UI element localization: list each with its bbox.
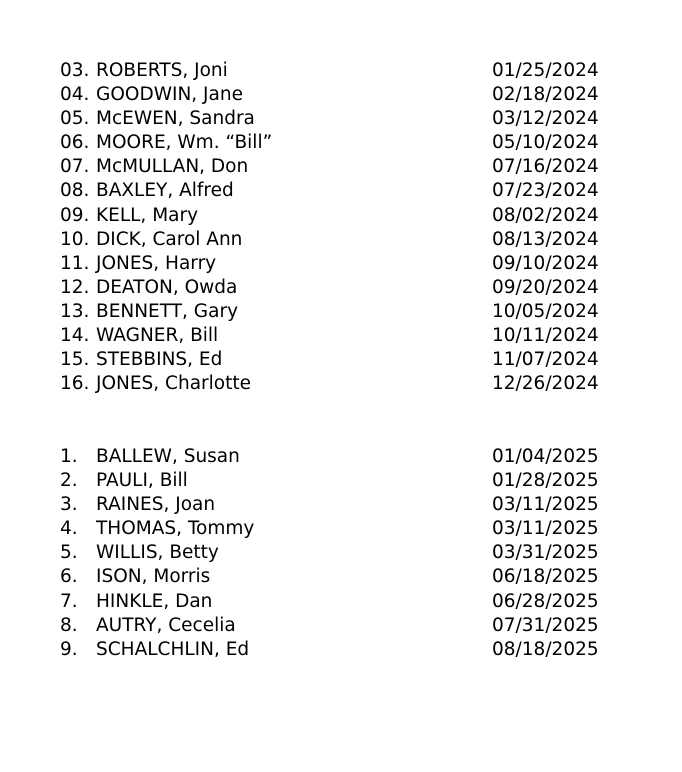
list-item [60,590,620,614]
entry-name: BALLEW, Susan [96,446,240,467]
entry-number: 04. [60,84,90,106]
entry-date: 07/23/2024 [492,180,599,202]
list-item [60,107,620,131]
list-item [60,228,620,252]
list-item [60,565,620,589]
list-item [60,517,620,541]
entry-name: THOMAS, Tommy [96,518,255,540]
entry-date: 07/16/2024 [492,156,599,178]
entry-number: 07. [60,156,90,178]
list-item [60,252,620,276]
entry-date: 11/07/2024 [492,349,599,371]
list-item [60,300,620,324]
entry-number: 4. [60,518,78,540]
entry-name: JONES, Harry [96,252,217,274]
entry-date: 10/11/2024 [492,325,599,347]
entry-date: 06/28/2025 [492,590,599,612]
entry-name: GOODWIN, Jane [96,84,243,106]
entry-name: McEWEN, Sandra [96,108,255,130]
entry-number: 08. [60,180,90,202]
entry-number: 05. [60,108,90,130]
list-2025 [60,445,620,662]
entry-date: 01/25/2024 [492,60,599,81]
entry-number: 03. [60,60,90,81]
entry-name: MOORE, Wm. “Bill” [96,132,273,154]
entry-date: 03/31/2025 [492,542,599,564]
entry-name: AUTRY, Cecelia [96,614,236,636]
entry-date: 03/11/2025 [492,518,599,540]
entry-date: 10/05/2024 [492,300,599,322]
entry-date: 02/18/2024 [492,84,599,106]
entry-name: DICK, Carol Ann [96,228,243,250]
list-item [60,131,620,155]
entry-name: BENNETT, Gary [96,300,239,322]
entry-date: 07/31/2025 [492,614,599,636]
list-item [60,155,620,179]
entry-number: 10. [60,228,90,250]
entry-date: 09/20/2024 [492,276,599,298]
entry-name: HINKLE, Dan [96,590,213,612]
entry-number: 2. [60,470,78,492]
list-2024 [60,59,620,396]
entry-number: 16. [60,373,90,395]
entry-name: WILLIS, Betty [96,542,219,564]
list-item [60,493,620,517]
entry-number: 06. [60,132,90,154]
entry-name: SCHALCHLIN, Ed [96,638,250,660]
entry-name: ROBERTS, Joni [96,60,228,81]
entry-number: 13. [60,300,90,322]
entry-date: 08/18/2025 [492,638,599,660]
list-item [60,83,620,107]
entry-name: JONES, Charlotte [96,373,251,395]
entry-date: 12/26/2024 [492,373,599,395]
entry-number: 12. [60,276,90,298]
entry-number: 1. [60,446,78,467]
entry-name: PAULI, Bill [96,470,188,492]
entry-number: 6. [60,566,78,588]
entry-date: 08/02/2024 [492,204,599,226]
entry-name: DEATON, Owda [96,276,238,298]
list-item [60,638,620,662]
entry-date: 06/18/2025 [492,566,599,588]
entry-date: 01/04/2025 [492,446,599,467]
entry-name: RAINES, Joan [96,494,216,516]
entry-number: 3. [60,494,78,516]
entry-number: 15. [60,349,90,371]
entry-date: 01/28/2025 [492,470,599,492]
list-item [60,445,620,469]
entry-number: 8. [60,614,78,636]
entry-date: 03/12/2024 [492,108,599,130]
list-item [60,372,620,396]
list-item [60,324,620,348]
list-item [60,614,620,638]
entry-name: WAGNER, Bill [96,325,219,347]
list-item [60,204,620,228]
entry-name: McMULLAN, Don [96,156,249,178]
entry-number: 09. [60,204,90,226]
list-item [60,348,620,372]
list-item [60,59,620,83]
entry-number: 9. [60,638,78,660]
entry-date: 09/10/2024 [492,252,599,274]
entry-name: ISON, Morris [96,566,211,588]
list-item [60,541,620,565]
list-item [60,179,620,203]
entry-number: 5. [60,542,78,564]
entry-name: BAXLEY, Alfred [96,180,234,202]
entry-number: 14. [60,325,90,347]
entry-name: STEBBINS, Ed [96,349,223,371]
list-item [60,469,620,493]
entry-number: 7. [60,590,78,612]
list-item [60,276,620,300]
entry-date: 08/13/2024 [492,228,599,250]
entry-date: 05/10/2024 [492,132,599,154]
entry-name: KELL, Mary [96,204,199,226]
entry-date: 03/11/2025 [492,494,599,516]
entry-number: 11. [60,252,90,274]
